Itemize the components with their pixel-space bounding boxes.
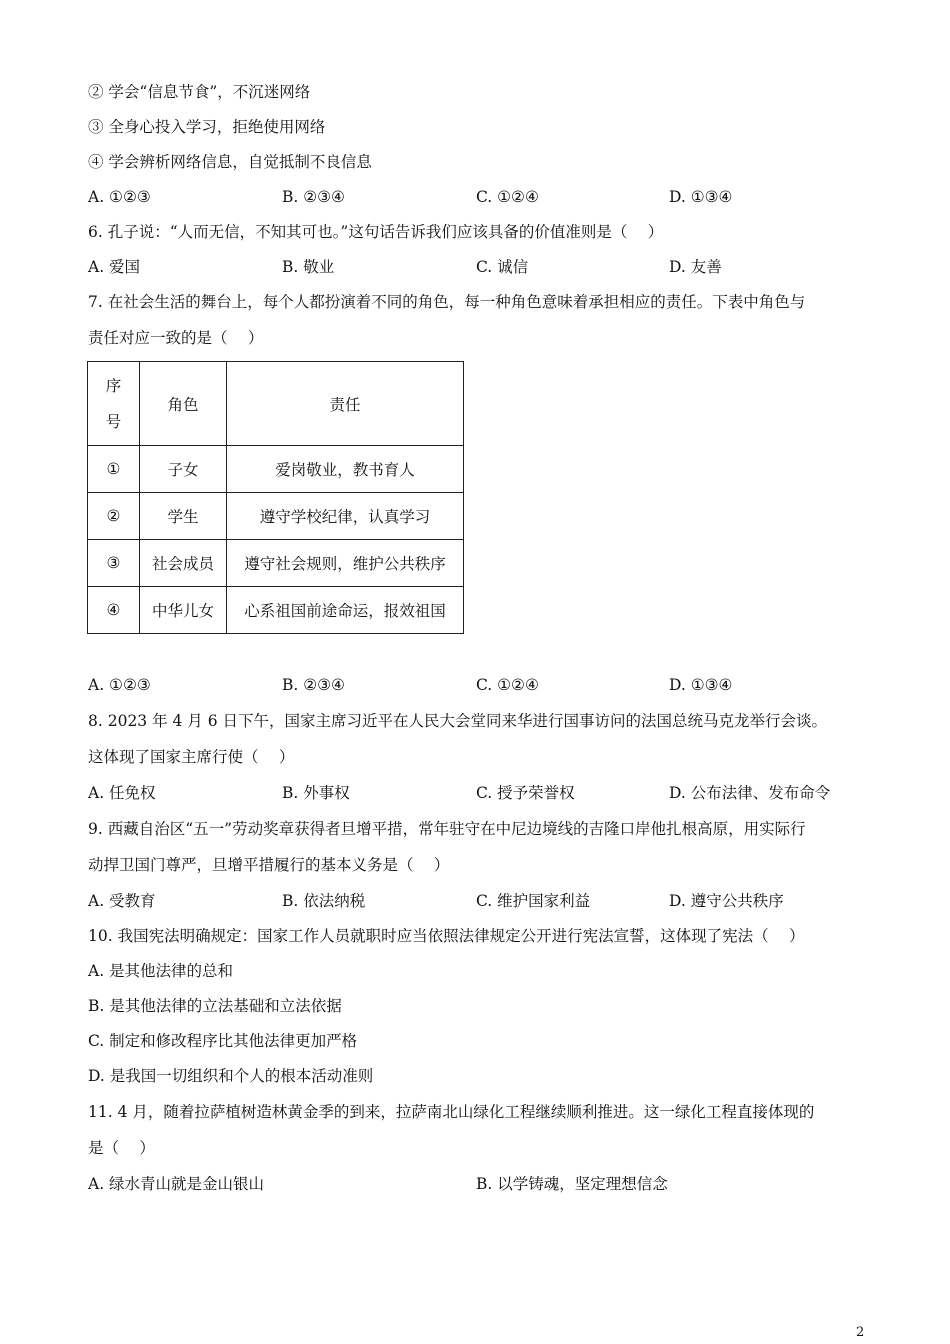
q6-option-c: C. 诚信 xyxy=(476,258,529,276)
q9-option-d: D. 遵守公共秩序 xyxy=(669,892,784,910)
header-index: 序号 xyxy=(88,362,140,446)
row-index: ② xyxy=(88,493,140,540)
row-responsibility: 爱岗敬业，教书育人 xyxy=(227,446,464,493)
table-header-row xyxy=(88,362,464,446)
q11-option-a: A. 绿水青山就是金山银山 xyxy=(88,1175,265,1193)
q6-stem: 6. 孔子说：“人而无信，不知其可也。”这句话告诉我们应该具备的价值准则是（ ） xyxy=(88,223,664,241)
q5-item-4: ④ 学会辨析网络信息，自觉抵制不良信息 xyxy=(88,153,372,171)
q7-option-d: D. ①③④ xyxy=(669,676,733,694)
q8-option-d: D. 公布法律、发布命令 xyxy=(669,784,831,802)
q11-stem-line2: 是（ ） xyxy=(88,1139,155,1157)
q9-stem-line2: 动捍卫国门尊严，旦增平措履行的基本义务是（ ） xyxy=(88,856,450,874)
row-responsibility: 遵守学校纪律，认真学习 xyxy=(227,493,464,540)
q10-option-c: C. 制定和修改程序比其他法律更加严格 xyxy=(88,1032,358,1050)
q7-option-b: B. ②③④ xyxy=(282,676,345,694)
row-responsibility: 心系祖国前途命运，报效祖国 xyxy=(227,587,464,634)
header-role: 角色 xyxy=(140,362,227,446)
q10-option-b: B. 是其他法律的立法基础和立法依据 xyxy=(88,997,342,1015)
q10-option-a: A. 是其他法律的总和 xyxy=(88,962,234,980)
q5-option-b: B. ②③④ xyxy=(282,188,345,206)
row-role: 子女 xyxy=(140,446,227,493)
q9-stem-line1: 9. 西藏自治区“五一”劳动奖章获得者旦增平措，常年驻守在中尼边境线的吉隆口岸他扎根高原，用实际行 xyxy=(88,820,806,838)
q7-option-a: A. ①②③ xyxy=(88,676,151,694)
q6-option-d: D. 友善 xyxy=(669,258,722,276)
row-role: 中华儿女 xyxy=(140,587,227,634)
table-row xyxy=(88,493,464,540)
q5-option-c: C. ①②④ xyxy=(476,188,539,206)
q5-option-d: D. ①③④ xyxy=(669,188,733,206)
header-responsibility: 责任 xyxy=(227,362,464,446)
q9-option-c: C. 维护国家利益 xyxy=(476,892,591,910)
q6-option-b: B. 敬业 xyxy=(282,258,335,276)
q8-stem-line1: 8. 2023 年 4 月 6 日下午，国家主席习近平在人民大会堂同来华进行国事访问的法国总统马克龙举行会谈。 xyxy=(88,712,828,730)
q11-stem-line1: 11. 4 月，随着拉萨植树造林黄金季的到来，拉萨南北山绿化工程继续顺利推进。这一绿化工程直接体现的 xyxy=(88,1103,815,1121)
row-responsibility: 遵守社会规则，维护公共秩序 xyxy=(227,540,464,587)
row-index: ④ xyxy=(88,587,140,634)
table-row xyxy=(88,446,464,493)
q10-stem: 10. 我国宪法明确规定：国家工作人员就职时应当依照法律规定公开进行宪法宣誓，这体现了宪法（ ） xyxy=(88,927,805,945)
q5-option-a: A. ①②③ xyxy=(88,188,151,206)
q8-stem-line2: 这体现了国家主席行使（ ） xyxy=(88,748,295,766)
table-row xyxy=(88,540,464,587)
row-role: 社会成员 xyxy=(140,540,227,587)
q7-option-c: C. ①②④ xyxy=(476,676,539,694)
q7-stem-line2: 责任对应一致的是（ ） xyxy=(88,329,264,347)
role-responsibility-table xyxy=(87,361,464,634)
q6-option-a: A. 爱国 xyxy=(88,258,141,276)
q5-item-3: ③ 全身心投入学习，拒绝使用网络 xyxy=(88,118,326,136)
q7-stem-line1: 7. 在社会生活的舞台上，每个人都扮演着不同的角色，每一种角色意味着承担相应的责任。下表中角色与 xyxy=(88,293,806,311)
q8-option-c: C. 授予荣誉权 xyxy=(476,784,575,802)
q9-option-b: B. 依法纳税 xyxy=(282,892,366,910)
q5-item-2: ② 学会“信息节食”，不沉迷网络 xyxy=(88,83,311,101)
q10-option-d: D. 是我国一切组织和个人的根本活动准则 xyxy=(88,1067,374,1085)
q8-option-b: B. 外事权 xyxy=(282,784,350,802)
row-index: ③ xyxy=(88,540,140,587)
q9-option-a: A. 受教育 xyxy=(88,892,156,910)
q8-option-a: A. 任免权 xyxy=(88,784,156,802)
row-index: ① xyxy=(88,446,140,493)
page-number: 2 xyxy=(856,1325,865,1340)
row-role: 学生 xyxy=(140,493,227,540)
q11-option-b: B. 以学铸魂，坚定理想信念 xyxy=(476,1175,668,1193)
table-row xyxy=(88,587,464,634)
